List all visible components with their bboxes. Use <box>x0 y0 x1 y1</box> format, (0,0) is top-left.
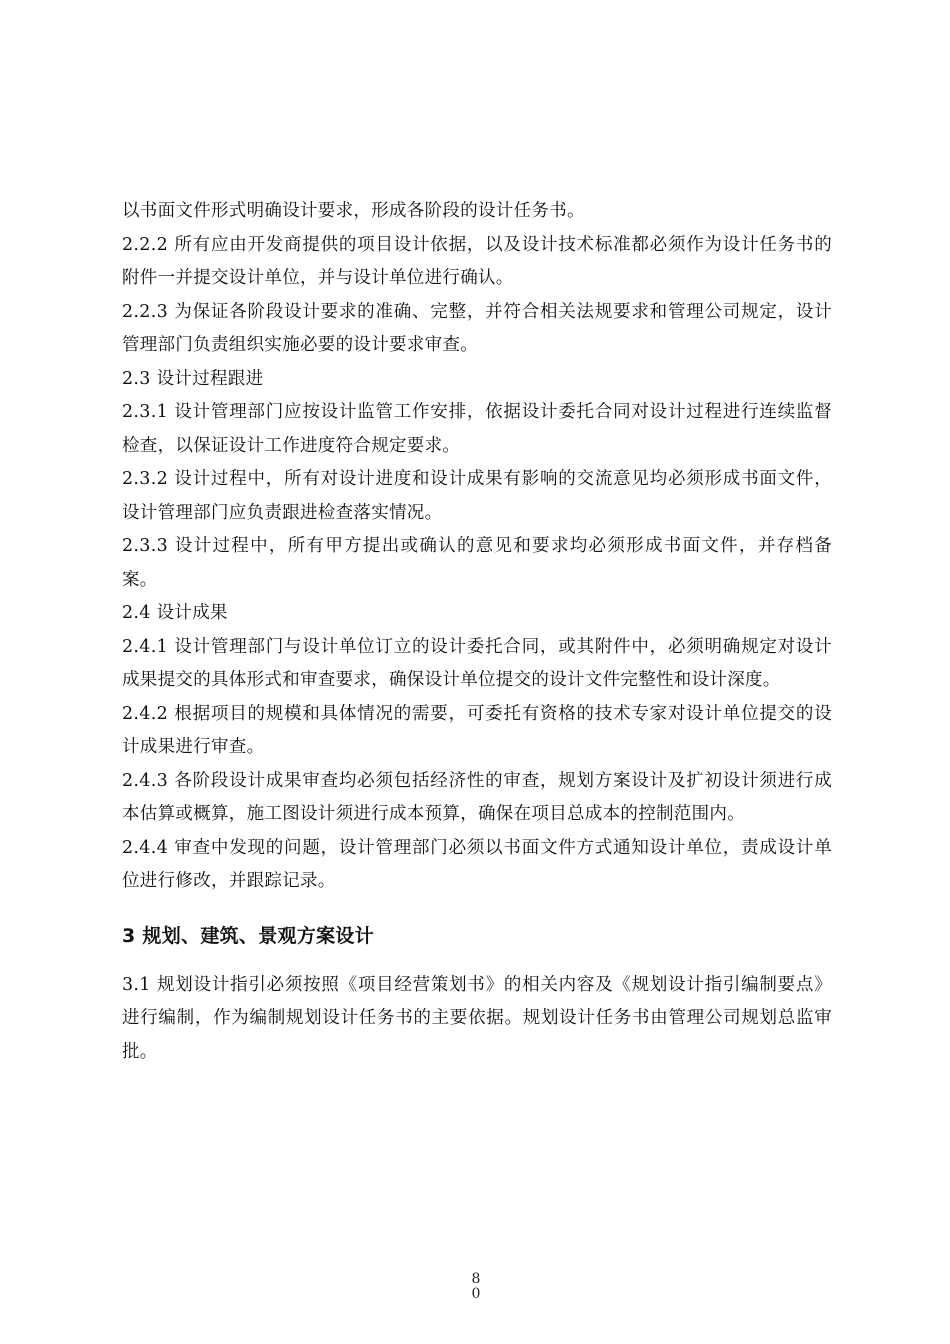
subsection-heading: 2.4 设计成果 <box>122 603 228 623</box>
paragraph: 以书面文件形式明确设计要求，形成各阶段的设计任务书。 <box>122 201 585 221</box>
section-heading: 3 规划、建筑、景观方案设计 <box>122 924 375 947</box>
paragraph: 2.4.2 根据项目的规模和具体情况的需要，可委托有资格的技术专家对设计单位提交的设计成果进行审查。 <box>122 703 832 757</box>
paragraph: 2.2.3 为保证各阶段设计要求的准确、完整，并符合相关法规要求和管理公司规定，设计管理部门负责组织实施必要的设计要求审查。 <box>122 301 832 355</box>
page-number-digit: 0 <box>471 1286 481 1302</box>
paragraph: 3.1 规划设计指引必须按照《项目经营策划书》的相关内容及《规划设计指引编制要点》进行编制，作为编制规划设计任务书的主要依据。规划设计任务书由管理公司规划总监审批。 <box>122 974 832 1062</box>
subsection-heading: 2.3 设计过程跟进 <box>122 368 264 389</box>
paragraph: 2.3.3 设计过程中，所有甲方提出或确认的意见和要求均必须形成书面文件，并存档备案。 <box>122 536 832 590</box>
document-body <box>122 195 832 1069</box>
paragraph: 2.4.4 审查中发现的问题，设计管理部门必须以书面文件方式通知设计单位，责成设计单位进行修改，并跟踪记录。 <box>122 837 832 891</box>
paragraph: 2.4.3 各阶段设计成果审查均必须包括经济性的审查，规划方案设计及扩初设计须进行成本估算或概算，施工图设计须进行成本预算，确保在项目总成本的控制范围内。 <box>122 770 832 824</box>
paragraph: 2.3.1 设计管理部门应按设计监管工作安排，依据设计委托合同对设计过程进行连续监督检查，以保证设计工作进度符合规定要求。 <box>122 402 832 456</box>
paragraph: 2.2.2 所有应由开发商提供的项目设计依据，以及设计技术标准都必须作为设计任务书的附件一并提交设计单位，并与设计单位进行确认。 <box>122 234 832 288</box>
page-number-digit: 8 <box>471 1271 481 1287</box>
paragraph: 2.4.1 设计管理部门与设计单位订立的设计委托合同，或其附件中，必须明确规定对设计成果提交的具体形式和审查要求，确保设计单位提交的设计文件完整性和设计深度。 <box>122 636 832 690</box>
page-number <box>469 1272 483 1302</box>
paragraph: 2.3.2 设计过程中，所有对设计进度和设计成果有影响的交流意见均必须形成书面文件，设计管理部门应负责跟进检查落实情况。 <box>122 469 832 523</box>
